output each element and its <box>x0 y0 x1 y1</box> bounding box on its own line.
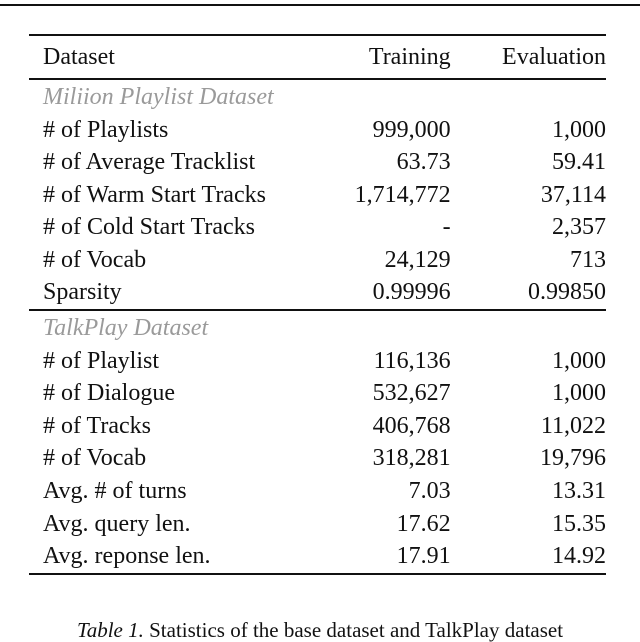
table-row <box>29 377 606 410</box>
row-evaluation: 713 <box>570 246 606 273</box>
row-label: # of Average Tracklist <box>43 149 256 176</box>
section-title-mpd: Miliion Playlist Dataset <box>43 83 274 110</box>
header-dataset: Dataset <box>43 44 115 70</box>
table-row <box>29 410 606 443</box>
statistics-table <box>29 36 606 78</box>
table-row <box>29 146 606 179</box>
row-label: # of Playlists <box>43 116 169 143</box>
section-mpd-table <box>29 80 606 310</box>
row-evaluation: 2,357 <box>552 214 606 241</box>
row-label: # of Tracks <box>43 412 152 439</box>
table-caption <box>0 618 640 642</box>
row-training: 17.62 <box>396 510 451 537</box>
table-row <box>29 345 606 378</box>
row-label: Sparsity <box>43 279 122 306</box>
table-row <box>29 540 606 573</box>
header-evaluation: Evaluation <box>502 44 606 70</box>
header-row <box>29 36 606 78</box>
table-bottom-rule <box>29 573 606 575</box>
row-label: # of Warm Start Tracks <box>43 181 266 208</box>
row-evaluation: 19,796 <box>540 445 606 472</box>
row-training: 116,136 <box>373 347 451 374</box>
row-evaluation: 0.99850 <box>528 279 606 306</box>
section-title-talkplay: TalkPlay Dataset <box>43 314 209 341</box>
row-training: 999,000 <box>372 116 451 143</box>
table-row <box>29 211 606 244</box>
row-evaluation: 1,000 <box>552 347 606 374</box>
row-evaluation: 13.31 <box>552 477 606 504</box>
statistics-table-container <box>29 34 606 575</box>
section-title-row <box>29 311 606 345</box>
table-row <box>29 442 606 475</box>
table-row <box>29 114 606 147</box>
row-evaluation: 1,000 <box>552 116 606 143</box>
row-training: 63.73 <box>396 149 451 176</box>
table-row <box>29 179 606 212</box>
row-training: 406,768 <box>372 412 451 439</box>
caption-text: Statistics of the base dataset and TalkPlay dataset <box>149 618 564 642</box>
table-row <box>29 475 606 508</box>
row-label: # of Playlist <box>43 347 160 374</box>
row-training: 24,129 <box>384 246 451 273</box>
row-training: 0.99996 <box>372 279 451 306</box>
section-talkplay-table <box>29 311 606 573</box>
row-training: - <box>442 214 451 241</box>
caption-label: Table 1. <box>76 618 144 642</box>
row-training: 7.03 <box>408 477 451 504</box>
top-page-rule <box>0 4 640 6</box>
row-label: Avg. # of turns <box>43 477 187 504</box>
row-evaluation: 59.41 <box>552 149 606 176</box>
row-training: 1,714,772 <box>354 181 451 208</box>
row-label: Avg. reponse len. <box>43 543 211 570</box>
row-evaluation: 1,000 <box>552 380 606 407</box>
table-row <box>29 244 606 277</box>
row-evaluation: 37,114 <box>540 181 606 208</box>
row-label: # of Dialogue <box>43 380 175 407</box>
row-evaluation: 14.92 <box>552 543 606 570</box>
row-label: # of Vocab <box>43 246 147 273</box>
row-label: Avg. query len. <box>43 510 191 537</box>
row-label: # of Vocab <box>43 445 147 472</box>
table-row <box>29 276 606 309</box>
row-label: # of Cold Start Tracks <box>43 214 256 241</box>
table-row <box>29 508 606 541</box>
header-training: Training <box>368 44 451 70</box>
row-training: 17.91 <box>396 543 451 570</box>
row-evaluation: 11,022 <box>540 412 606 439</box>
row-training: 532,627 <box>372 380 451 407</box>
section-title-row <box>29 80 606 114</box>
row-evaluation: 15.35 <box>552 510 606 537</box>
row-training: 318,281 <box>372 445 451 472</box>
